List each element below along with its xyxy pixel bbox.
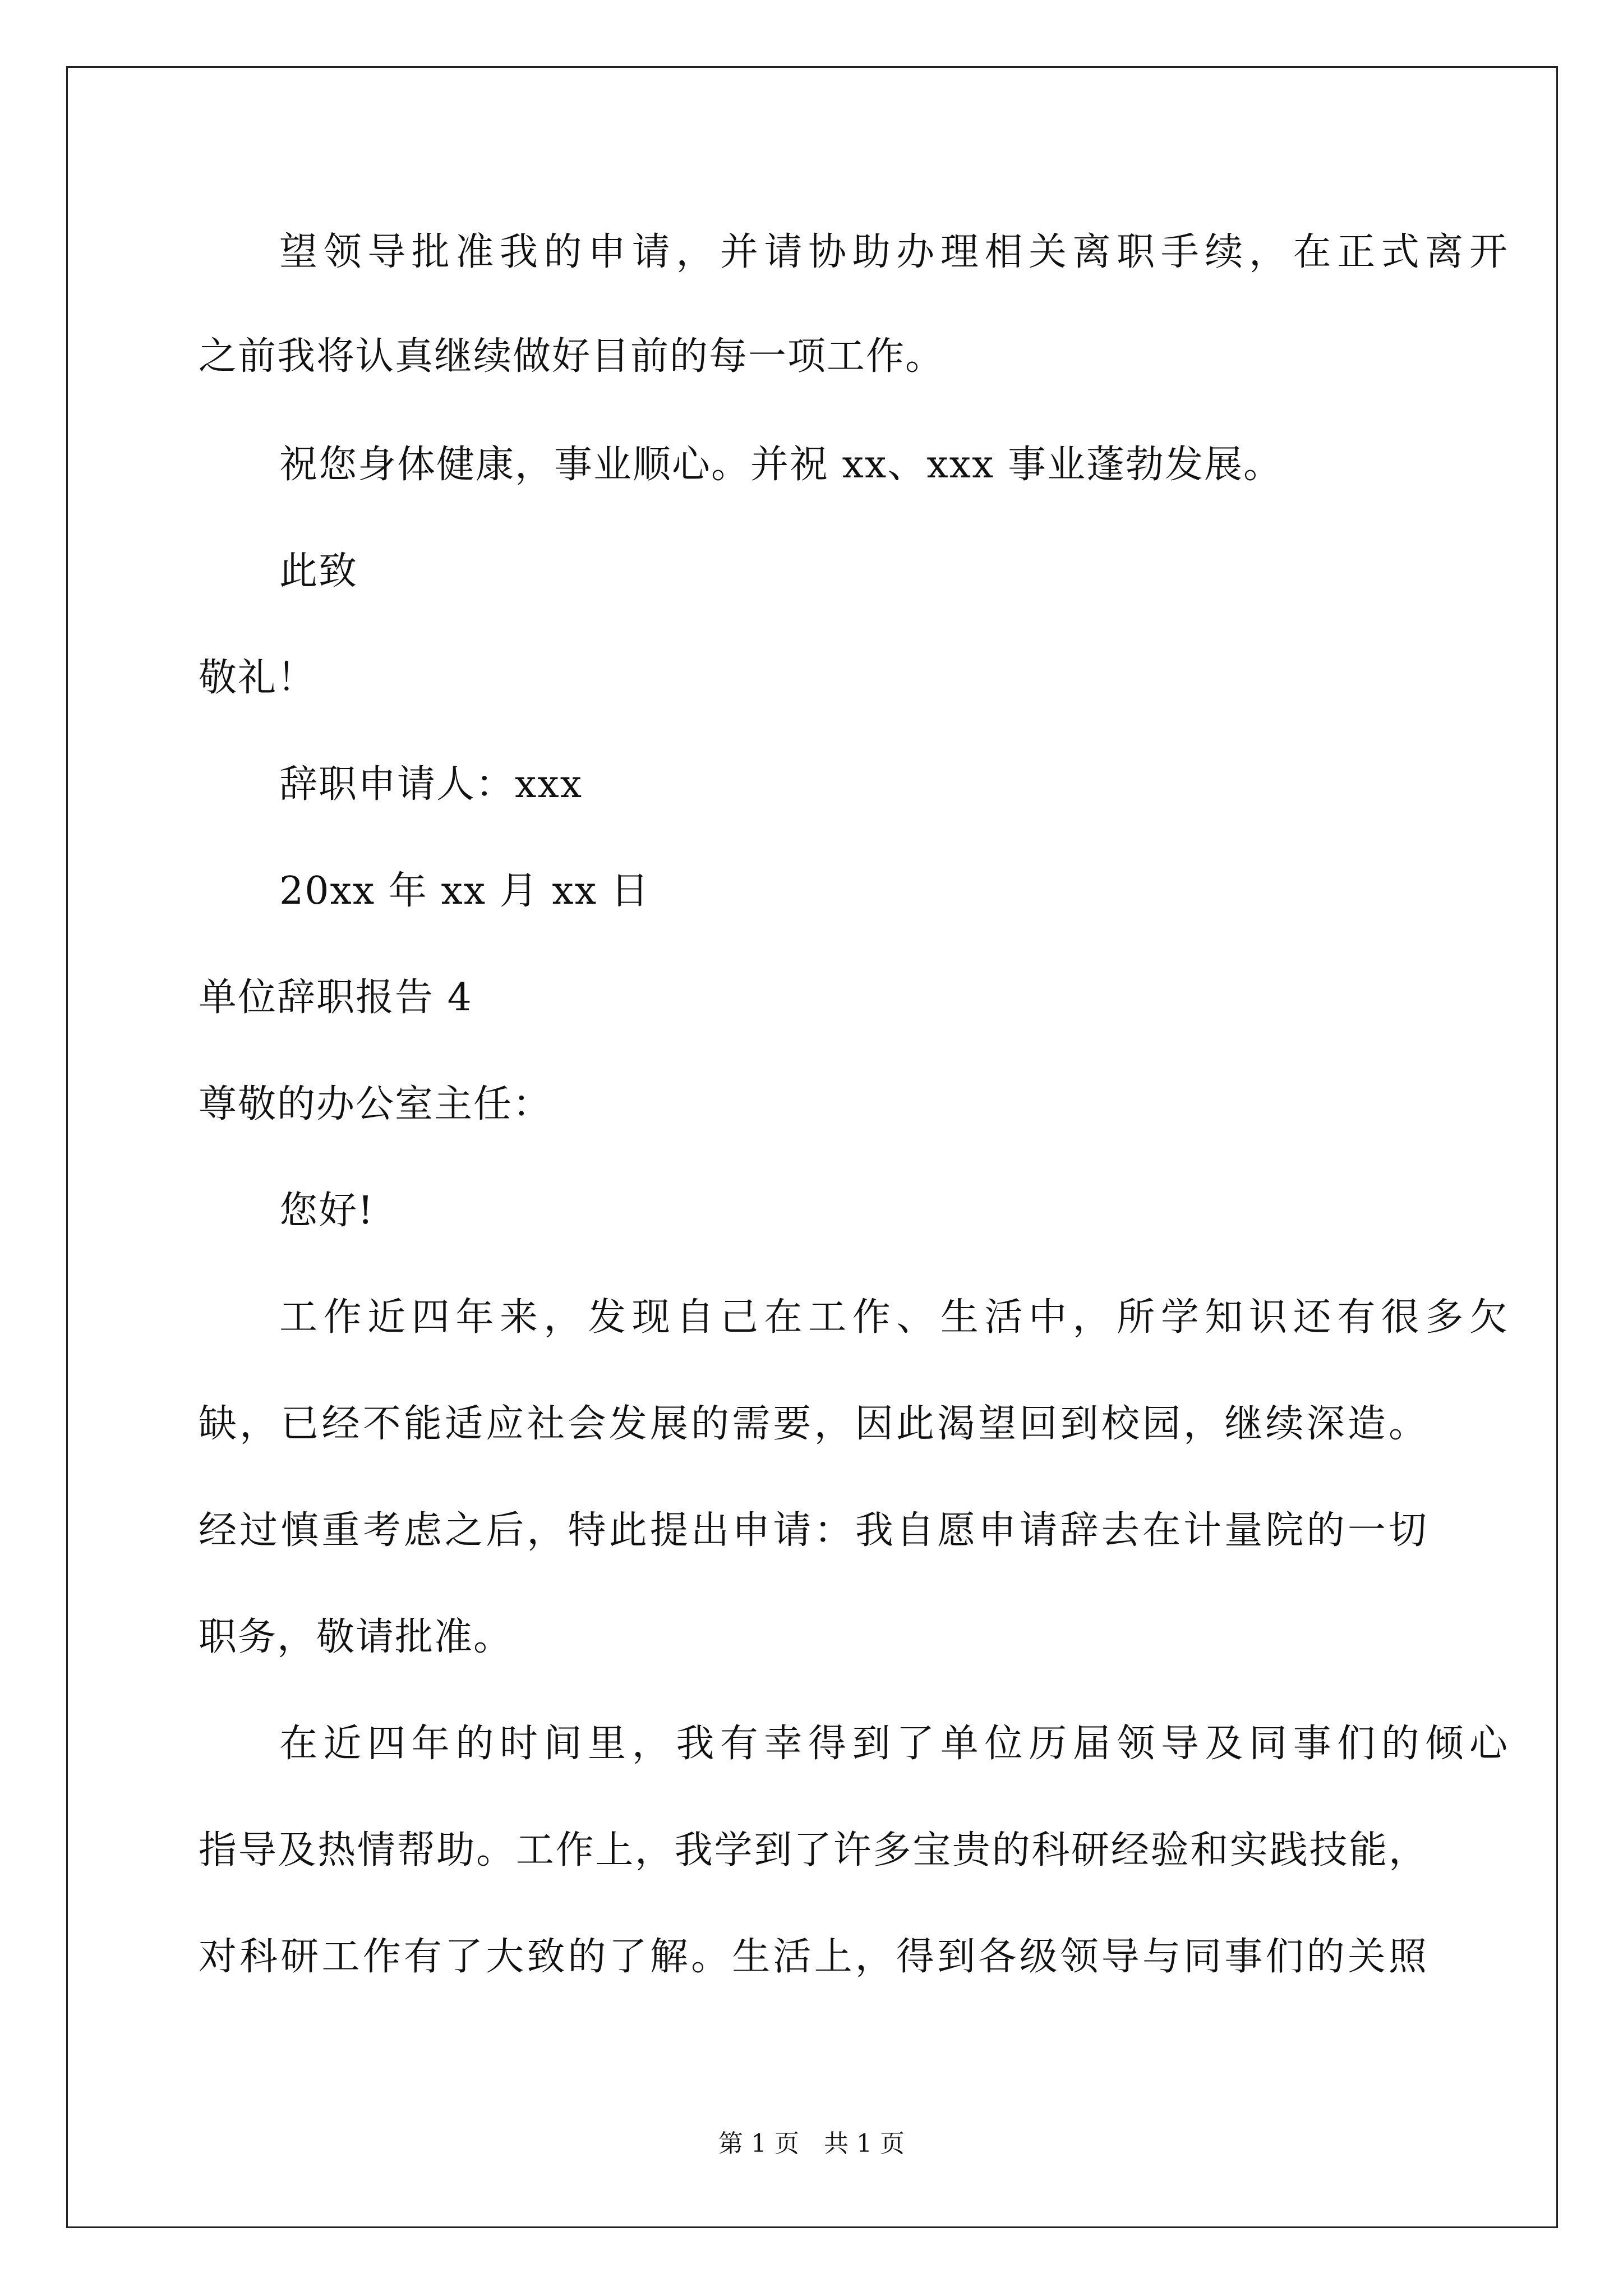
applicant-signature: 辞职申请人：xxx [279,762,583,807]
paragraph-line: 指导及热情帮助。工作上，我学到了许多宝贵的科研经验和实践技能， [199,1828,1427,1872]
greeting: 您好! [279,1189,375,1233]
date-line: 20xx 年 xx 月 xx 日 [279,869,650,913]
salutation: 尊敬的办公室主任： [199,1082,552,1126]
closing-salute: 敬礼！ [199,656,317,700]
paragraph-line: 缺，已经不能适应社会发展的需要，因此渴望回到校园，继续深造。 [199,1402,1427,1446]
paragraph-line: 在近四年的时间里，我有幸得到了单位历届领导及同事们的倾心 [279,1722,1507,1766]
paragraph-line: 对科研工作有了大致的了解。生活上，得到各级领导与同事们的关照 [199,1935,1427,1979]
paragraph-line: 祝您身体健康，事业顺心。并祝 xx、xxx 事业蓬勃发展。 [279,443,1283,487]
closing-phrase: 此致 [279,549,358,593]
section-title: 单位辞职报告 4 [199,976,473,1020]
paragraph-line: 职务，敬请批准。 [199,1615,513,1659]
paragraph-line: 工作近四年来，发现自己在工作、生活中，所学知识还有很多欠 [279,1295,1507,1340]
page-footer: 第 1 页 共 1 页 [718,2129,905,2158]
paragraph-line: 望领导批准我的申请，并请协助办理相关离职手续，在正式离开 [279,230,1507,274]
paragraph-line: 之前我将认真继续做好目前的每一项工作。 [199,334,945,379]
paragraph-line: 经过慎重考虑之后，特此提出申请：我自愿申请辞去在计量院的一切 [199,1508,1427,1553]
page-border [66,66,1558,2228]
